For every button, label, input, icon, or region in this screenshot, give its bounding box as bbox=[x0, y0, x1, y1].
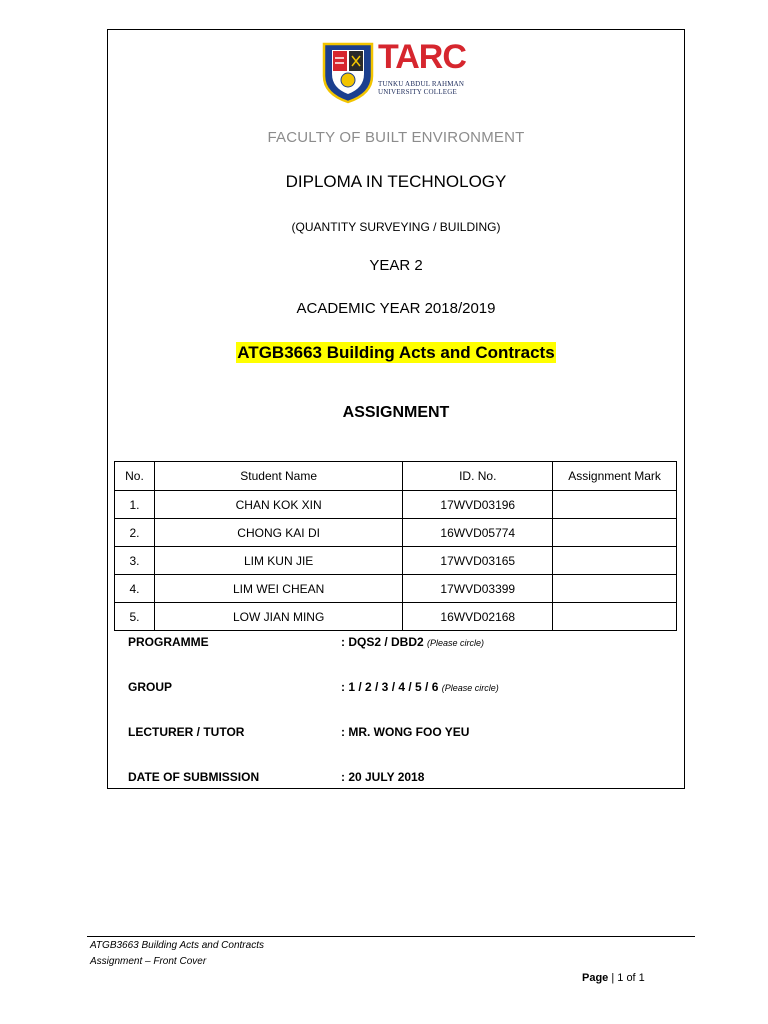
page-number bbox=[582, 972, 645, 984]
date-row bbox=[128, 770, 425, 784]
group-options: : 1 / 2 / 3 / 4 / 5 / 6 bbox=[341, 680, 442, 694]
cell-assignment-mark bbox=[553, 547, 677, 575]
header-no: No. bbox=[115, 462, 155, 491]
cell-student-name: LOW JIAN MING bbox=[154, 603, 402, 631]
student-table bbox=[114, 461, 677, 631]
cell-assignment-mark bbox=[553, 519, 677, 547]
course-title bbox=[107, 343, 685, 363]
group-label: GROUP bbox=[128, 680, 173, 694]
cell-no: 2. bbox=[115, 519, 155, 547]
cell-student-name: LIM WEI CHEAN bbox=[154, 575, 402, 603]
page-prefix: Page bbox=[582, 972, 609, 984]
cell-id-no: 17WVD03399 bbox=[403, 575, 553, 603]
brand-line-2: UNIVERSITY COLLEGE bbox=[378, 88, 457, 96]
lecturer-row bbox=[128, 725, 470, 739]
programme-options: : DQS2 / DBD2 bbox=[341, 635, 428, 649]
footer-course: ATGB3663 Building Acts and Contracts bbox=[90, 940, 264, 951]
cell-id-no: 17WVD03196 bbox=[403, 491, 553, 519]
group-note: (Please circle) bbox=[441, 683, 499, 693]
programme-label: PROGRAMME bbox=[128, 635, 209, 649]
programme-row bbox=[128, 635, 485, 649]
crest-icon bbox=[322, 40, 374, 104]
specialisation: (QUANTITY SURVEYING / BUILDING) bbox=[291, 220, 501, 234]
page-count: | 1 of 1 bbox=[608, 972, 645, 984]
brand-wordmark: TARC bbox=[378, 38, 466, 76]
tarc-logo bbox=[322, 40, 482, 106]
header-id-no: ID. No. bbox=[403, 462, 553, 491]
table-row bbox=[115, 575, 677, 603]
programme-value bbox=[341, 635, 484, 649]
table-row bbox=[115, 603, 677, 631]
cell-id-no: 17WVD03165 bbox=[403, 547, 553, 575]
group-row bbox=[128, 680, 499, 694]
faculty-title: FACULTY OF BUILT ENVIRONMENT bbox=[267, 129, 525, 146]
cell-student-name: CHAN KOK XIN bbox=[154, 491, 402, 519]
footer-divider bbox=[87, 936, 695, 937]
footer-doc-type: Assignment – Front Cover bbox=[90, 956, 207, 967]
cell-id-no: 16WVD05774 bbox=[403, 519, 553, 547]
cell-no: 4. bbox=[115, 575, 155, 603]
diploma-title: DIPLOMA IN TECHNOLOGY bbox=[285, 172, 507, 191]
lecturer-value: : MR. WONG FOO YEU bbox=[341, 725, 470, 739]
course-title-highlight: ATGB3663 Building Acts and Contracts bbox=[237, 343, 555, 362]
header-student-name: Student Name bbox=[154, 462, 402, 491]
table-row bbox=[115, 491, 677, 519]
brand-line-1: TUNKU ABDUL RAHMAN bbox=[378, 80, 465, 88]
cell-id-no: 16WVD02168 bbox=[403, 603, 553, 631]
date-value: : 20 JULY 2018 bbox=[341, 770, 425, 784]
table-row bbox=[115, 547, 677, 575]
table-header-row bbox=[115, 462, 677, 491]
header-assignment-mark: Assignment Mark bbox=[553, 462, 677, 491]
cell-assignment-mark bbox=[553, 491, 677, 519]
academic-year: ACADEMIC YEAR 2018/2019 bbox=[296, 300, 496, 317]
group-value bbox=[341, 680, 499, 694]
cell-no: 5. bbox=[115, 603, 155, 631]
cell-student-name: LIM KUN JIE bbox=[154, 547, 402, 575]
cell-student-name: CHONG KAI DI bbox=[154, 519, 402, 547]
cell-no: 1. bbox=[115, 491, 155, 519]
table-row bbox=[115, 519, 677, 547]
lecturer-label: LECTURER / TUTOR bbox=[128, 725, 245, 739]
cell-assignment-mark bbox=[553, 575, 677, 603]
year-label: YEAR 2 bbox=[369, 257, 423, 274]
date-label: DATE OF SUBMISSION bbox=[128, 770, 260, 784]
cell-no: 3. bbox=[115, 547, 155, 575]
assignment-heading: ASSIGNMENT bbox=[342, 404, 450, 421]
cell-assignment-mark bbox=[553, 603, 677, 631]
programme-note: (Please circle) bbox=[427, 638, 485, 648]
